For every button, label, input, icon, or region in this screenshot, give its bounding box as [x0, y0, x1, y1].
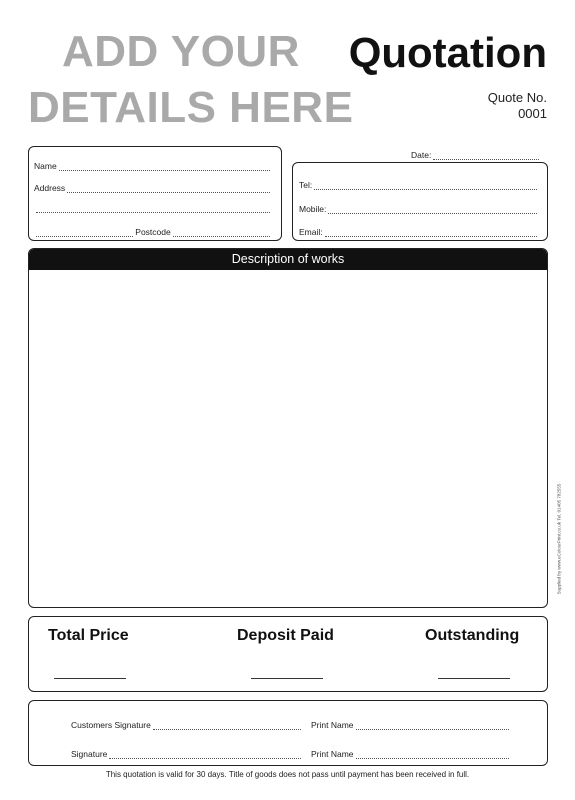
address-field-2[interactable]	[34, 205, 272, 213]
description-box[interactable]	[28, 248, 548, 608]
description-header: Description of works	[29, 249, 547, 270]
address-line-2	[36, 205, 270, 213]
deposit-paid-label: Deposit Paid	[237, 627, 334, 644]
print-name-line-1	[356, 722, 509, 730]
address-field[interactable]	[34, 183, 272, 193]
postcode-line	[173, 229, 270, 237]
supplier-credit-text: Supplied by www.eColourPrint.co.uk Tel. 01405 782555	[556, 483, 562, 595]
date-field[interactable]	[411, 150, 541, 160]
mobile-field[interactable]	[299, 204, 539, 214]
mobile-line	[328, 206, 537, 214]
quote-number-value: 0001	[518, 106, 547, 121]
quote-number-label: Quote No.	[487, 90, 547, 105]
tel-line	[314, 182, 537, 190]
signature-field[interactable]	[71, 749, 303, 759]
terms-note: This quotation is valid for 30 days. Title of goods does not pass until payment has been received in full.	[105, 770, 470, 779]
date-label: Date:	[411, 150, 432, 160]
tel-field[interactable]	[299, 180, 539, 190]
name-label: Name	[34, 161, 57, 171]
date-line	[433, 152, 539, 160]
total-price-line[interactable]	[54, 678, 126, 679]
postcode-label: Postcode	[135, 227, 171, 237]
signature-box	[28, 700, 548, 766]
name-line	[59, 163, 270, 171]
tel-label: Tel:	[299, 180, 313, 190]
signature-line	[109, 751, 301, 759]
company-placeholder-line1: ADD YOUR	[62, 27, 300, 76]
total-price-label: Total Price	[48, 627, 129, 644]
customer-details-box	[28, 146, 282, 241]
outstanding-line[interactable]	[438, 678, 510, 679]
outstanding-label: Outstanding	[425, 627, 520, 644]
print-name-field-1[interactable]	[311, 720, 511, 730]
address-label: Address	[34, 183, 66, 193]
supplier-credit	[553, 478, 565, 600]
customers-signature-field[interactable]	[71, 720, 303, 730]
print-name-line-2	[356, 751, 509, 759]
email-field[interactable]	[299, 227, 539, 237]
address-line-1	[67, 185, 270, 193]
customers-signature-label: Customers Signature	[71, 720, 151, 730]
signature-label: Signature	[71, 749, 108, 759]
postcode-field[interactable]	[34, 227, 272, 237]
email-label: Email:	[299, 227, 323, 237]
contact-details-box	[292, 162, 548, 241]
deposit-paid-line[interactable]	[251, 678, 323, 679]
print-name-label-1: Print Name	[311, 720, 354, 730]
document-title: Quotation	[348, 29, 547, 76]
name-field[interactable]	[34, 161, 272, 171]
print-name-label-2: Print Name	[311, 749, 354, 759]
company-placeholder-line2: DETAILS HERE	[28, 83, 354, 132]
print-name-field-2[interactable]	[311, 749, 511, 759]
email-line	[325, 229, 537, 237]
mobile-label: Mobile:	[299, 204, 327, 214]
address-line-3	[36, 229, 133, 237]
totals-box	[28, 616, 548, 692]
customers-signature-line	[153, 722, 301, 730]
